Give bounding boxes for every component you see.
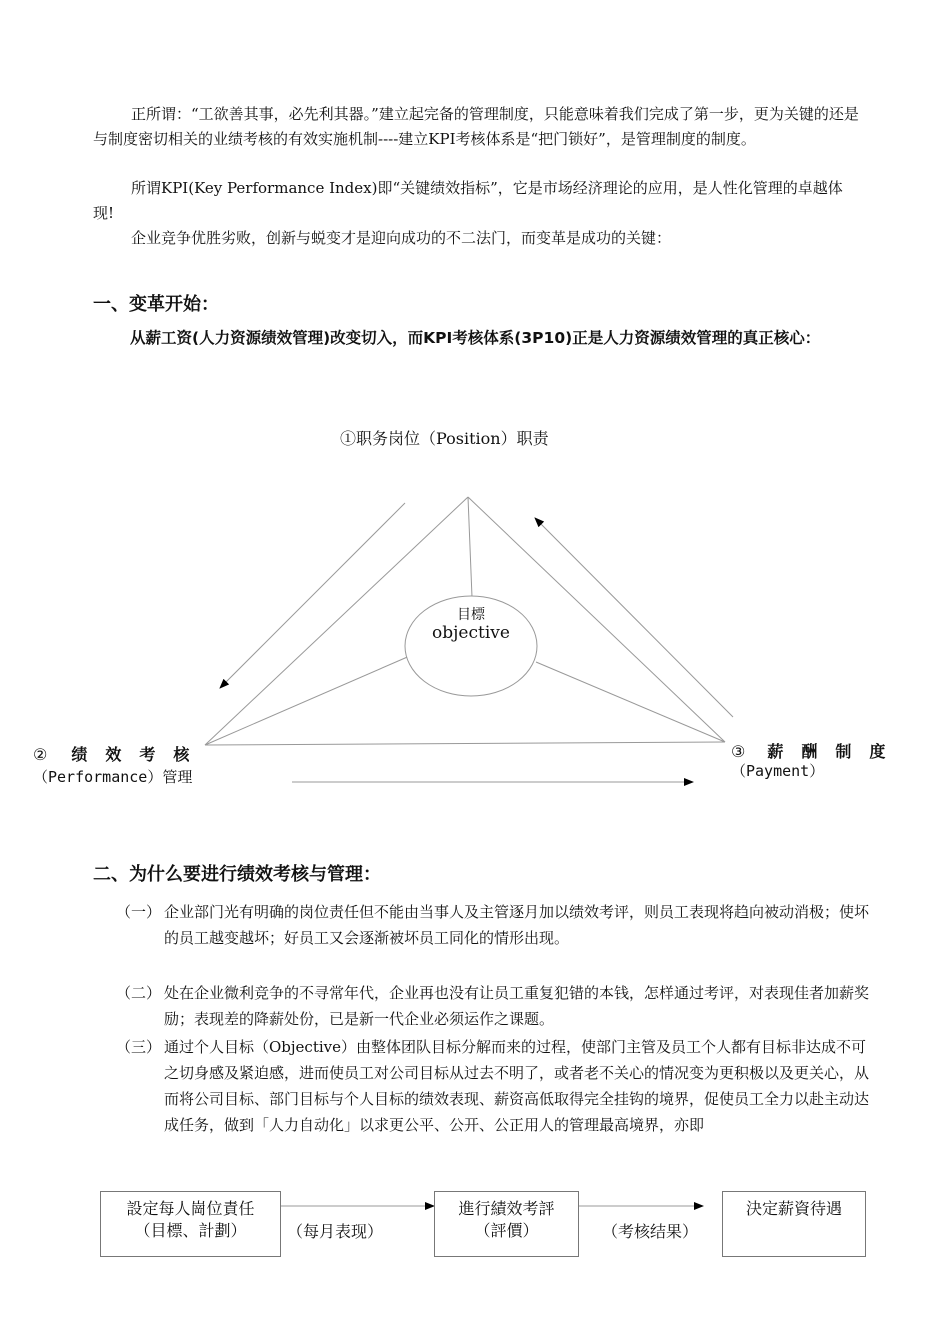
section1-heading: 一、变革开始： bbox=[93, 294, 219, 315]
performance-cn: 绩效考核 bbox=[71, 745, 208, 764]
flow-box-responsibility bbox=[100, 1191, 281, 1257]
list-item-number: （二） bbox=[116, 984, 162, 1002]
list-item-number: （一） bbox=[116, 903, 162, 921]
list-item-text: 企业部门光有明确的岗位责任但不能由当事人及主管逐月加以绩效考评，则员工表现将趋向被动消极；使坏的员工越变越坏；好员工又会逐渐被坏员工同化的情形出现。 bbox=[164, 903, 870, 947]
performance-en: （Performance）管理 bbox=[33, 768, 193, 786]
intro-paragraph-3: 企业竞争优胜劣败，创新与蜕变才是迎向成功的不二法门，而变革是成功的关键： bbox=[131, 229, 672, 247]
payment-cn: 薪酬制度 bbox=[767, 742, 904, 761]
objective-en-label: objective bbox=[432, 623, 510, 643]
flow-box-salary-line1: 決定薪資待遇 bbox=[745, 1199, 842, 1218]
payment-en: （Payment） bbox=[731, 762, 825, 780]
flow-label-result: （考核结果） bbox=[602, 1222, 699, 1241]
flow-box-responsibility-line1: 設定每人崗位責任 bbox=[126, 1199, 255, 1218]
position-label: ①职务岗位（Position）职责 bbox=[340, 429, 549, 448]
flow-box-evaluation-line2: （評價） bbox=[474, 1221, 539, 1240]
flow-box-responsibility-line2: （目標、計劃） bbox=[134, 1221, 247, 1240]
flow-box-evaluation-line1: 進行績效考評 bbox=[458, 1199, 555, 1218]
list-item-text: 处在企业微利竞争的不寻常年代，企业再也没有让员工重复犯错的本钱，怎样通过考评，对表现佳者加薪奖励；表现差的降薪处份，已是新一代企业必须运作之课题。 bbox=[164, 984, 870, 1028]
intro-paragraph-2: 所谓KPI(Key Performance Index)即“关键绩效指标”，它是市场经济理论的应用，是人性化管理的卓越体现! bbox=[93, 179, 843, 222]
section2-heading: 二、为什么要进行绩效考核与管理： bbox=[93, 864, 381, 885]
section1-lead: 从薪工资(人力资源绩效管理)改变切入，而KPI考核体系(3P10)正是人力资源绩效管理的真正核心： bbox=[130, 329, 821, 347]
objective-cn-label: 目標 bbox=[457, 607, 485, 623]
performance-number: ② bbox=[33, 745, 48, 764]
list-item-text: 通过个人目标（Objective）由整体团队目标分解而来的过程，使部门主管及员工个人都有目标非达成不可之切身感及紧迫感，进而使员工对公司目标从过去不明了，或者老不关心的情况变为更积极以及更关心，从而将公司目标、部门目标与个人目标的绩效表现、薪资高低取得完全挂钩的境界，促使员工全力以赴主动达成任务，做到「人力自动化」以求更公平、公开、公正用人的管理最高境界，亦即 bbox=[164, 1038, 870, 1134]
flow-box-evaluation bbox=[434, 1191, 579, 1257]
list-item-number: （三） bbox=[116, 1038, 162, 1056]
intro-paragraph-1: 正所谓：“工欲善其事，必先利其器。”建立起完备的管理制度，只能意味着我们完成了第一步，更为关键的还是与制度密切相关的业绩考核的有效实施机制----建立KPI考核体系是“把门锁好”，是管理制度的制度。 bbox=[93, 105, 859, 148]
flow-box-salary bbox=[722, 1191, 866, 1257]
payment-number: ③ bbox=[731, 742, 746, 761]
flow-label-monthly: （每月表现） bbox=[287, 1222, 384, 1241]
